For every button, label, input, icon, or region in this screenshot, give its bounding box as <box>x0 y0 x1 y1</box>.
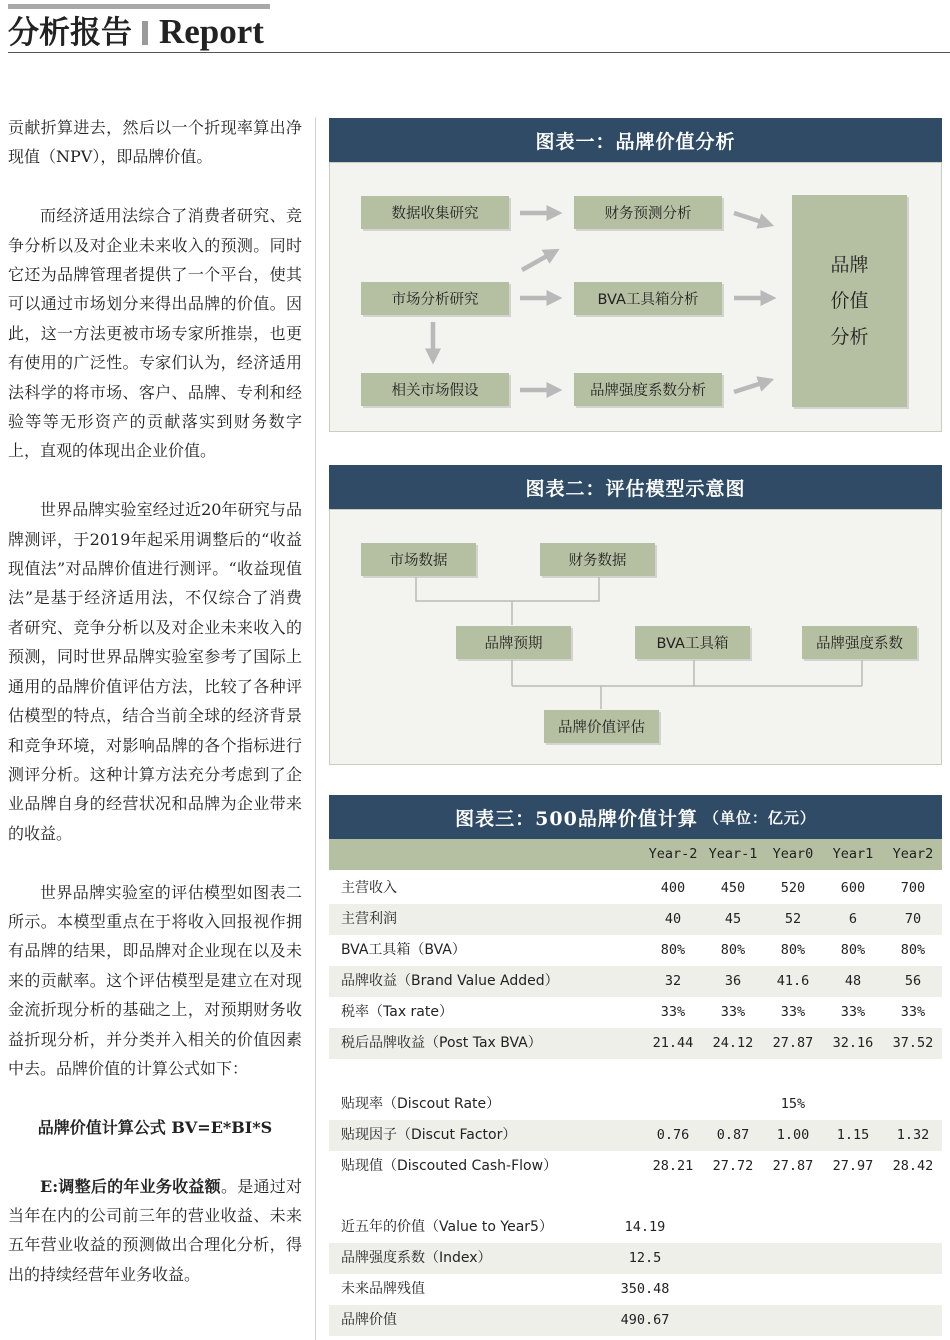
table-cell: 27.97 <box>832 1158 874 1174</box>
table-cell: 350.48 <box>620 1281 670 1297</box>
header-title-en: Report <box>159 12 264 51</box>
table-cell: 40 <box>664 911 682 927</box>
fig1-box-market-assume: 相关市场假设 <box>361 373 509 406</box>
paragraph-4: 世界品牌实验室的评估模型如图表二所示。本模型重点在于将收入回报视作拥有品牌的结果，即品牌对企业现在以及未来的贡献率。这个评估模型是建立在对现金流折现分析的基础之上，对预期财务收益折现分析，并分类并入相关的价值因素中去。品牌价值的计算公式如下： <box>8 882 302 1078</box>
table-cell: 0.87 <box>716 1127 750 1143</box>
table-cell: 33% <box>900 1004 926 1020</box>
paragraph-5-term: E:调整后的年业务收益额 <box>40 1176 221 1196</box>
table-cell: 27.72 <box>712 1158 754 1174</box>
table-cell <box>883 1089 943 1120</box>
fig1-box-market-research: 市场分析研究 <box>361 282 509 315</box>
table-cell: 48 <box>844 973 862 989</box>
header-title-cn: 分析报告 <box>8 15 132 51</box>
table-cell: 33% <box>660 1004 686 1020</box>
table-cell: 36 <box>724 973 742 989</box>
table-cell: 15% <box>780 1096 806 1112</box>
table-cell: 12.5 <box>628 1250 662 1266</box>
table-cell: 70 <box>904 911 922 927</box>
table-cell: 41.6 <box>776 973 810 989</box>
table-cell: 21.44 <box>652 1035 694 1051</box>
row-label: BVA工具箱（BVA） <box>341 942 466 958</box>
table-cell: 56 <box>904 973 922 989</box>
table-cell: 33% <box>780 1004 806 1020</box>
fig2-box-finance-data: 财务数据 <box>540 543 655 576</box>
row-label: 近五年的价值（Value to Year5） <box>341 1219 553 1235</box>
figure1-title: 图表一：品牌价值分析 <box>535 130 736 153</box>
row-label: 税率（Tax rate） <box>341 1004 453 1020</box>
fig1-box-finance-forecast: 财务预测分析 <box>574 196 722 229</box>
table-row <box>329 935 942 966</box>
paragraph-1: 贡献折算进去，然后以一个折现率算出净现值（NPV），即品牌价值。 <box>8 118 302 167</box>
table-cell: 27.87 <box>772 1158 814 1174</box>
table-cell: 80% <box>780 942 806 958</box>
table-row <box>329 1243 942 1274</box>
fig1-result-line-3: 分析 <box>830 326 869 348</box>
figure3-title-bar <box>329 795 942 839</box>
table-cell: 80% <box>900 942 926 958</box>
table-cell: 80% <box>660 942 686 958</box>
row-label: 贴现值（Discouted Cash-Flow） <box>341 1158 558 1174</box>
table-cell: 400 <box>660 880 686 896</box>
fig2-box-valuation: 品牌价值评估 <box>544 710 659 743</box>
arrow-finance-to-result <box>734 213 768 224</box>
fig2-box-bva: BVA工具箱 <box>635 626 750 659</box>
fig1-box-strength-index: 品牌强度系数分析 <box>574 373 722 406</box>
figure3-unit: （单位：亿元） <box>703 808 816 827</box>
fig1-box-data-collect: 数据收集研究 <box>361 196 509 229</box>
fig1-result-line-2: 价值 <box>830 290 869 312</box>
table-cell: 28.42 <box>892 1158 934 1174</box>
table-cell: 52 <box>784 911 802 927</box>
fig1-result-line-1: 品牌 <box>830 254 869 276</box>
fig2-box-strength: 品牌强度系数 <box>802 626 917 659</box>
table-cell: 450 <box>720 880 746 896</box>
row-label: 未来品牌残值 <box>341 1281 425 1297</box>
table-cell: 24.12 <box>712 1035 754 1051</box>
table-cell: 6 <box>848 911 858 927</box>
table-row <box>329 904 942 935</box>
table-header-cell: Year-2 <box>648 846 698 862</box>
table-cell: 520 <box>780 880 806 896</box>
table-header-cell: Year0 <box>772 846 814 862</box>
table-row <box>329 1274 942 1305</box>
table-cell: 1.00 <box>776 1127 810 1143</box>
row-label: 贴现率（Discout Rate） <box>341 1096 501 1112</box>
paragraph-3: 世界品牌实验室经过近20年研究与品牌测评，于2019年起采用调整后的“收益现值法”对品牌价值进行测评。“收益现值法”是基于经济适用法，不仅综合了消费者研究、竞争分析以及对企业未来收入的预测，同时世界品牌实验室参考了国际上通用的品牌价值评估方法，比较了各种评估模型的特点，结合当前全球的经济背景和竞争环境，对影响品牌的各个指标进行测评分析。这种计算方法充分考虑到了企业品牌自身的经营状况和品牌为企业带来的收益。 <box>8 500 302 843</box>
table-cell <box>643 1089 703 1120</box>
table-row <box>329 966 942 997</box>
table-cell: 490.67 <box>620 1312 670 1328</box>
table-cell: 80% <box>720 942 746 958</box>
fig2-connectors <box>416 577 862 709</box>
table-row <box>329 1120 942 1151</box>
row-label: 贴现因子（Discut Factor） <box>341 1127 517 1143</box>
table-cell: 33% <box>720 1004 746 1020</box>
table-cell: 700 <box>900 880 926 896</box>
formula-line: 品牌价值计算公式 BV=E*BI*S <box>37 1117 273 1137</box>
fig2-box-market-data: 市场数据 <box>361 543 476 576</box>
table-cell: 14.19 <box>624 1219 666 1235</box>
table-header-row <box>329 839 942 870</box>
table-cell: 1.32 <box>896 1127 930 1143</box>
table-header-cell: Year2 <box>892 846 934 862</box>
paragraph-2: 而经济适用法综合了消费者研究、竞争分析以及对企业未来收入的预测。同时它还为品牌管理者提供了一个平台，使其可以通过市场划分来得出品牌的价值。因此，这一方法更被市场专家所推崇，也更有使用的广泛性。专家们认为，经济适用法科学的将市场、客户、品牌、专利和经验等等无形资产的贡献落实到财务数字上，直观的体现出企业价值。 <box>8 206 302 461</box>
arrow-strength-to-result <box>734 381 768 392</box>
table-cell: 45 <box>724 911 742 927</box>
fig1-box-bva-toolbox: BVA工具箱分析 <box>574 282 722 315</box>
table-cell <box>823 1089 883 1120</box>
row-label: 品牌收益（Brand Value Added） <box>341 973 559 989</box>
arrow-market-to-finance <box>522 252 554 270</box>
table-row <box>329 1212 942 1243</box>
paragraph-5-text: 。是通过对当年在内的公司前三年的营业收益、未来五年营业收益的预测做出合理化分析，得出的持续经营年业务收益。 <box>8 1176 302 1284</box>
table-row <box>329 1089 942 1120</box>
table-row <box>329 1151 942 1182</box>
table-row <box>329 1028 942 1059</box>
table-cell: 0.76 <box>656 1127 690 1143</box>
table-cell <box>703 1089 763 1120</box>
table-row <box>329 997 942 1028</box>
table-cell: 32 <box>664 973 682 989</box>
table-cell: 27.87 <box>772 1035 814 1051</box>
row-label: 主营利润 <box>341 911 397 927</box>
table-header-cell: Year1 <box>832 846 874 862</box>
figure2-title: 图表二：评估模型示意图 <box>525 477 746 500</box>
table-cell: 33% <box>840 1004 866 1020</box>
row-label: 品牌价值 <box>341 1312 397 1328</box>
fig2-box-brand-forecast: 品牌预期 <box>456 626 571 659</box>
row-label: 主营收入 <box>341 880 397 896</box>
table-cell: 600 <box>840 880 866 896</box>
table-cell: 32.16 <box>832 1035 874 1051</box>
figure3-title: 图表三：500品牌价值计算 <box>455 807 698 830</box>
table-cell: 28.21 <box>652 1158 694 1174</box>
table-row <box>329 873 942 904</box>
table-cell: 80% <box>840 942 866 958</box>
table-cell: 37.52 <box>892 1035 934 1051</box>
table-row <box>329 1305 942 1336</box>
table-cell: 1.15 <box>836 1127 870 1143</box>
row-label: 品牌强度系数（Index） <box>341 1250 492 1266</box>
row-label: 税后品牌收益（Post Tax BVA） <box>341 1035 542 1051</box>
table-header-cell: Year-1 <box>708 846 758 862</box>
